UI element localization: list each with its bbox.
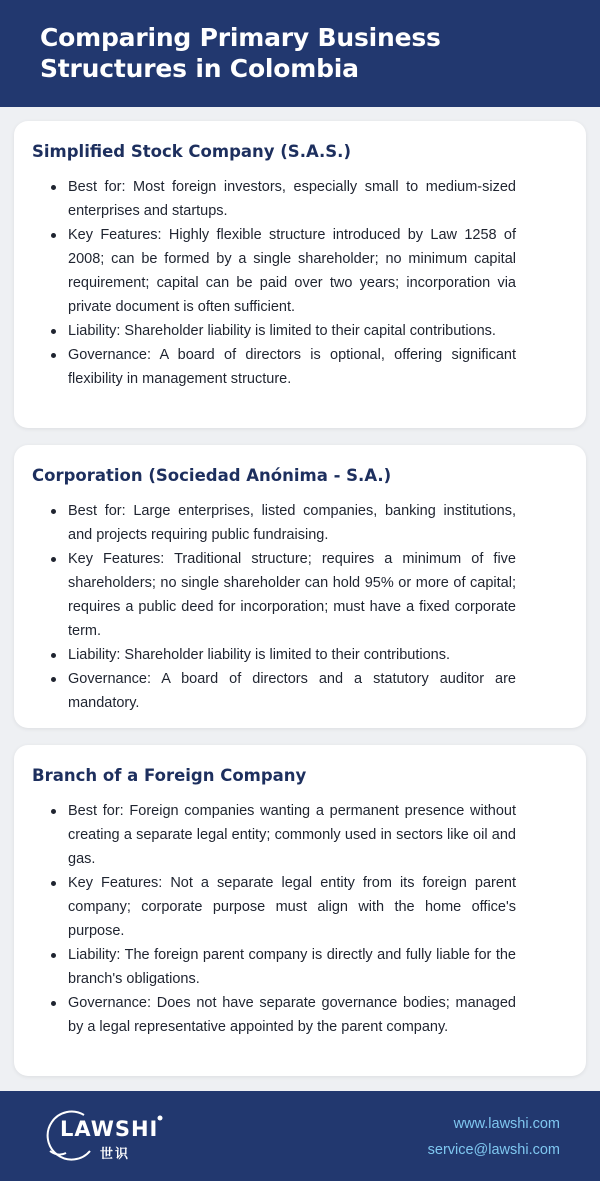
- bullet-icon: [51, 509, 56, 514]
- section-title: Corporation (Sociedad Anónima - S.A.): [32, 466, 392, 485]
- lawshi-logo: [40, 1107, 170, 1163]
- list-item: Liability: Shareholder liability is limited to their capital contributions.: [68, 319, 516, 343]
- section-card-sas: [14, 121, 586, 428]
- list-item: Best for: Foreign companies wanting a permanent presence without creating a separate legal entity; commonly used in sectors like oil and gas.: [68, 799, 516, 871]
- bullet-icon: [51, 185, 56, 190]
- section-list: [32, 799, 516, 1039]
- bullet-icon: [51, 881, 56, 886]
- section-title: Simplified Stock Company (S.A.S.): [32, 142, 351, 161]
- bullet-icon: [51, 329, 56, 334]
- list-item: Key Features: Traditional structure; requires a minimum of five shareholders; no single shareholder can hold 95% or more of capital; requires a public deed for incorporation; must have a fixed corporate term.: [68, 547, 516, 643]
- list-item: Best for: Most foreign investors, especially small to medium-sized enterprises and startups.: [68, 175, 516, 223]
- bullet-icon: [51, 557, 56, 562]
- list-item: Best for: Large enterprises, listed companies, banking institutions, and projects requiring public fundraising.: [68, 499, 516, 547]
- bullet-icon: [51, 653, 56, 658]
- page-header: [0, 0, 600, 107]
- logo-subtext: 世识: [100, 1147, 131, 1162]
- bullet-icon: [51, 1001, 56, 1006]
- bullet-icon: [51, 353, 56, 358]
- bullet-icon: [51, 677, 56, 682]
- email-link[interactable]: service@lawshi.com: [427, 1142, 560, 1158]
- list-item: Governance: A board of directors and a statutory auditor are mandatory.: [68, 667, 516, 715]
- bullet-icon: [51, 809, 56, 814]
- list-item: Governance: Does not have separate governance bodies; managed by a legal representative appointed by the parent company.: [68, 991, 516, 1039]
- list-item: Liability: The foreign parent company is directly and fully liable for the branch's obligations.: [68, 943, 516, 991]
- section-card-branch: [14, 745, 586, 1076]
- contact-info: [428, 1111, 560, 1163]
- list-item: Key Features: Highly flexible structure introduced by Law 1258 of 2008; can be formed by a single shareholder; no minimum capital requirement; capital can be paid over two years; incorporation via private document is often sufficient.: [68, 223, 516, 319]
- page-footer: [0, 1091, 600, 1181]
- list-item: Key Features: Not a separate legal entity from its foreign parent company; corporate purpose must align with the home office's purpose.: [68, 871, 516, 943]
- section-list: [32, 499, 516, 715]
- list-item: Liability: Shareholder liability is limited to their contributions.: [68, 643, 516, 667]
- page-title: Comparing Primary Business Structures in Colombia: [40, 23, 441, 83]
- logo-text: LAWSHI: [60, 1117, 159, 1141]
- section-title: Branch of a Foreign Company: [32, 766, 307, 785]
- bullet-icon: [51, 233, 56, 238]
- list-item: Governance: A board of directors is optional, offering significant flexibility in management structure.: [68, 343, 516, 391]
- section-list: [32, 175, 516, 391]
- section-card-sa: [14, 445, 586, 728]
- website-link[interactable]: www.lawshi.com: [453, 1116, 560, 1132]
- bullet-icon: [51, 953, 56, 958]
